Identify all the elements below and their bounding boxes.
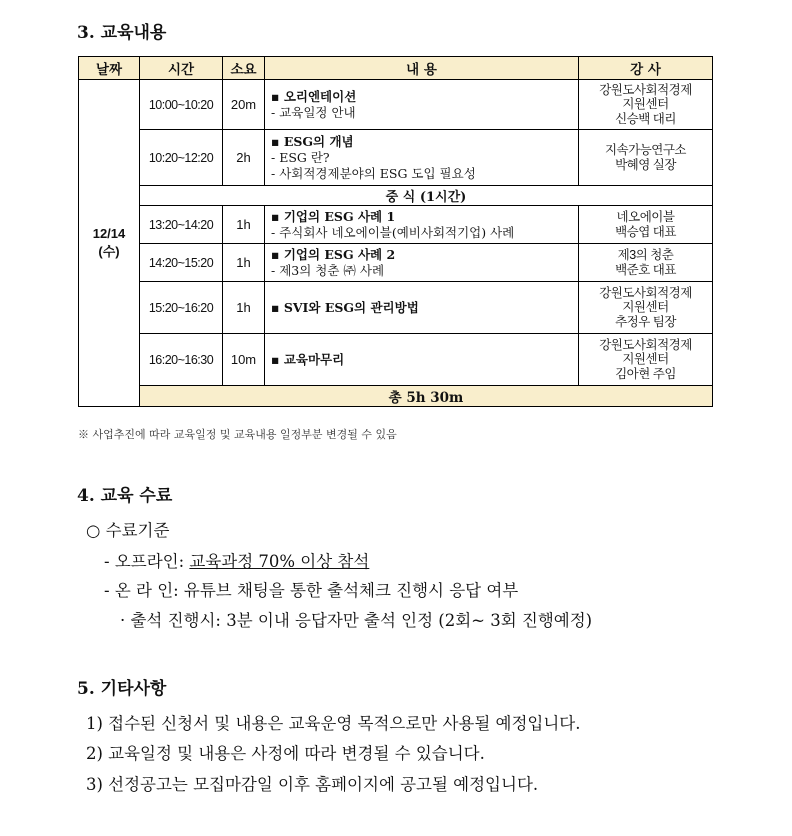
total-cell: 총 5h 30m xyxy=(140,386,713,407)
table-row xyxy=(79,282,713,334)
instructor-line: 강원도사회적경제 xyxy=(599,285,692,300)
content-sub: - 교육일정 안내 xyxy=(271,104,356,120)
header-time: 시간 xyxy=(140,57,223,80)
date-weekday: (수) xyxy=(98,244,120,259)
instructor-line: 백준호 대표 xyxy=(615,262,676,277)
etc-item: 3) 선정공고는 모집마감일 이후 홈페이지에 공고될 예정입니다. xyxy=(86,775,539,794)
instructor-cell xyxy=(579,244,713,282)
duration-cell: 1h xyxy=(223,282,265,334)
completion-online: - 온 라 인: 유튜브 채팅을 통한 출석체크 진행시 응답 여부 xyxy=(104,581,519,600)
time-cell: 16:20~16:30 xyxy=(140,334,223,386)
header-duration: 소요 xyxy=(223,57,265,80)
content-cell xyxy=(265,80,579,130)
instructor-line: 추정우 팀장 xyxy=(615,314,676,329)
section-title-etc: 5. 기타사항 xyxy=(77,679,167,699)
offline-label: - 오프라인: xyxy=(104,552,190,571)
instructor-line: 백승엽 대표 xyxy=(615,224,676,239)
completion-attendance: · 출석 진행시: 3분 이내 응답자만 출석 인정 (2회~ 3회 진행예정) xyxy=(120,611,593,630)
header-content: 내 용 xyxy=(265,57,579,80)
instructor-line: 강원도사회적경제 xyxy=(599,337,692,352)
instructor-cell xyxy=(579,130,713,186)
table-note: ※ 사업추진에 따라 교육일정 및 교육내용 일정부분 변경될 수 있음 xyxy=(78,428,397,441)
content-sub: - ESG 란? xyxy=(271,149,330,165)
instructor-cell xyxy=(579,282,713,334)
time-cell: 10:00~10:20 xyxy=(140,80,223,130)
table-header-row xyxy=(79,57,713,80)
content-cell xyxy=(265,244,579,282)
date-cell xyxy=(79,80,140,407)
date-day: 12/14 xyxy=(92,226,126,241)
table-row xyxy=(79,80,713,130)
completion-criteria: ○ 수료기준 xyxy=(86,521,170,540)
content-title: ▪ 오리엔테이션 xyxy=(271,88,357,104)
section-title-content: 3. 교육내용 xyxy=(77,23,167,43)
instructor-cell xyxy=(579,206,713,244)
instructor-line: 지원센터 xyxy=(622,352,669,367)
content-title: ▪ ESG의 개념 xyxy=(271,133,354,149)
content-cell xyxy=(265,282,579,334)
instructor-line: 지속가능연구소 xyxy=(604,143,687,157)
instructor-cell xyxy=(579,80,713,130)
offline-value: 교육과정 70% 이상 참석 xyxy=(189,552,370,571)
content-title: ▪ 기업의 ESG 사례 1 xyxy=(271,208,396,224)
table-row xyxy=(79,130,713,186)
content-sub: - 주식회사 네오에이블(예비사회적기업) 사례 xyxy=(271,224,515,240)
lunch-row xyxy=(79,186,713,206)
instructor-line: 강원도사회적경제 xyxy=(599,82,692,97)
lunch-cell: 중 식 (1시간) xyxy=(140,186,713,206)
instructor-line: 김아현 주임 xyxy=(615,366,676,381)
schedule-table xyxy=(78,56,713,407)
etc-item: 2) 교육일정 및 내용은 사정에 따라 변경될 수 있습니다. xyxy=(86,744,485,763)
content-cell xyxy=(265,334,579,386)
instructor-cell xyxy=(579,334,713,386)
time-cell: 13:20~14:20 xyxy=(140,206,223,244)
time-cell: 14:20~15:20 xyxy=(140,244,223,282)
etc-item: 1) 접수된 신청서 및 내용은 교육운영 목적으로만 사용될 예정입니다. xyxy=(86,714,581,733)
total-row xyxy=(79,386,713,407)
content-sub: - 사회적경제분야의 ESG 도입 필요성 xyxy=(271,165,476,181)
duration-cell: 20m xyxy=(223,80,265,130)
content-sub: - 제3의 청춘 ㈜ 사례 xyxy=(271,262,385,278)
time-cell: 15:20~16:20 xyxy=(140,282,223,334)
instructor-line: 제3의 청춘 xyxy=(617,248,674,262)
content-cell xyxy=(265,206,579,244)
header-instructor: 강 사 xyxy=(579,57,713,80)
table-row xyxy=(79,334,713,386)
duration-cell: 1h xyxy=(223,244,265,282)
instructor-line: 신승백 대리 xyxy=(615,111,676,126)
time-cell: 10:20~12:20 xyxy=(140,130,223,186)
table-row xyxy=(79,206,713,244)
content-title: ▪ 교육마무리 xyxy=(271,351,345,367)
table-row xyxy=(79,244,713,282)
duration-cell: 1h xyxy=(223,206,265,244)
content-title: ▪ 기업의 ESG 사례 2 xyxy=(271,246,396,262)
content-cell xyxy=(265,130,579,186)
content-title: ▪ SVI와 ESG의 관리방법 xyxy=(271,299,419,315)
instructor-line: 박혜영 실장 xyxy=(615,157,676,172)
instructor-line: 지원센터 xyxy=(622,97,669,112)
instructor-line: 지원센터 xyxy=(622,300,669,315)
completion-offline xyxy=(104,548,369,572)
section-title-completion: 4. 교육 수료 xyxy=(77,486,173,506)
duration-cell: 2h xyxy=(223,130,265,186)
instructor-line: 네오에이블 xyxy=(616,210,675,224)
duration-cell: 10m xyxy=(223,334,265,386)
header-date: 날짜 xyxy=(79,57,140,80)
